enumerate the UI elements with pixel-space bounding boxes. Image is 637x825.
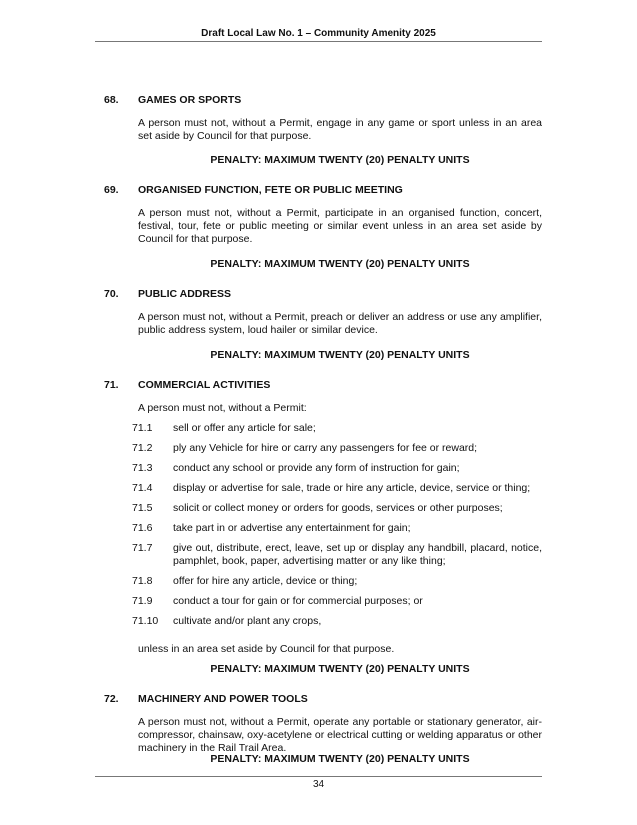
- section-title: MACHINERY AND POWER TOOLS: [138, 693, 308, 705]
- list-item: [132, 482, 542, 495]
- section-71-closing: unless in an area set aside by Council for that purpose.: [138, 643, 395, 655]
- section-69-penalty: PENALTY: MAXIMUM TWENTY (20) PENALTY UNITS: [210, 258, 470, 270]
- list-item-number: 71.2: [132, 442, 153, 454]
- list-item-text: give out, distribute, erect, leave, set up or display any handbill, placard, notice, pamphlet, book, paper, advertising matter or any like thing;: [173, 542, 542, 567]
- list-item-text: solicit or collect money or orders for goods, services or other purposes;: [173, 502, 503, 514]
- list-item-number: 71.9: [132, 595, 153, 607]
- list-item-text: take part in or advertise any entertainment for gain;: [173, 522, 411, 534]
- section-number: 70.: [104, 288, 119, 300]
- list-item: [132, 442, 542, 455]
- section-68-penalty: PENALTY: MAXIMUM TWENTY (20) PENALTY UNITS: [210, 154, 470, 166]
- page-header-title: Draft Local Law No. 1 – Community Amenity 2025: [201, 28, 436, 39]
- list-item-text: conduct any school or provide any form of instruction for gain;: [173, 462, 460, 474]
- section-71-penalty: PENALTY: MAXIMUM TWENTY (20) PENALTY UNITS: [210, 663, 470, 675]
- section-69-paragraph: A person must not, without a Permit, participate in an organised function, concert, festival, tour, fete or public meeting or similar event unless in an area set aside by Council for that purpose.: [138, 207, 542, 245]
- list-item-text: display or advertise for sale, trade or hire any article, device, service or thing;: [173, 482, 531, 494]
- section-number: 72.: [104, 693, 119, 705]
- list-item-text: sell or offer any article for sale;: [173, 422, 316, 434]
- list-item-number: 71.7: [132, 542, 153, 554]
- section-title: COMMERCIAL ACTIVITIES: [138, 379, 271, 391]
- list-item-number: 71.6: [132, 522, 153, 534]
- list-item-text: offer for hire any article, device or thing;: [173, 575, 358, 587]
- section-72-penalty: PENALTY: MAXIMUM TWENTY (20) PENALTY UNITS: [210, 753, 470, 765]
- section-70-penalty: PENALTY: MAXIMUM TWENTY (20) PENALTY UNITS: [210, 349, 470, 361]
- list-item: [132, 422, 542, 435]
- footer-rule: [95, 776, 542, 777]
- list-item-text: conduct a tour for gain or for commercial purposes; or: [173, 595, 423, 607]
- section-70-paragraph: A person must not, without a Permit, preach or deliver an address or use any amplifier, public address system, loud hailer or similar device.: [138, 311, 542, 336]
- section-number: 68.: [104, 94, 119, 106]
- list-item-text: ply any Vehicle for hire or carry any passengers for fee or reward;: [173, 442, 478, 454]
- list-item: [132, 575, 542, 588]
- section-72-heading: [104, 693, 308, 705]
- section-69-heading: [104, 184, 403, 196]
- section-68-paragraph: A person must not, without a Permit, engage in any game or sport unless in an area set aside by Council for that purpose.: [138, 117, 542, 142]
- section-71-heading: [104, 379, 270, 391]
- page-number: 34: [312, 779, 325, 790]
- list-item: [132, 462, 542, 475]
- list-item: [132, 522, 542, 535]
- list-item-number: 71.5: [132, 502, 153, 514]
- section-title: GAMES OR SPORTS: [138, 94, 242, 106]
- list-item-number: 71.1: [132, 422, 153, 434]
- list-item: [132, 615, 542, 628]
- section-72-paragraph: A person must not, without a Permit, operate any portable or stationary generator, air-compressor, chainsaw, oxy-acetylene or electrical cutting or welding apparatus or other machinery in the Rail Trail Area.: [138, 716, 542, 754]
- list-item-number: 71.4: [132, 482, 153, 494]
- section-70-heading: [104, 288, 231, 300]
- list-item-number: 71.3: [132, 462, 153, 474]
- list-item-number: 71.8: [132, 575, 153, 587]
- list-item: [132, 502, 542, 515]
- section-71-intro: A person must not, without a Permit:: [138, 402, 307, 414]
- section-title: ORGANISED FUNCTION, FETE OR PUBLIC MEETING: [138, 184, 403, 196]
- section-title: PUBLIC ADDRESS: [138, 288, 231, 300]
- list-item-number: 71.10: [132, 615, 159, 627]
- list-item: [132, 595, 542, 608]
- section-number: 71.: [104, 379, 119, 391]
- list-item-text: cultivate and/or plant any crops,: [173, 615, 322, 627]
- section-68-heading: [104, 94, 241, 106]
- header-rule: [95, 41, 542, 42]
- section-number: 69.: [104, 184, 119, 196]
- list-item: [132, 542, 542, 568]
